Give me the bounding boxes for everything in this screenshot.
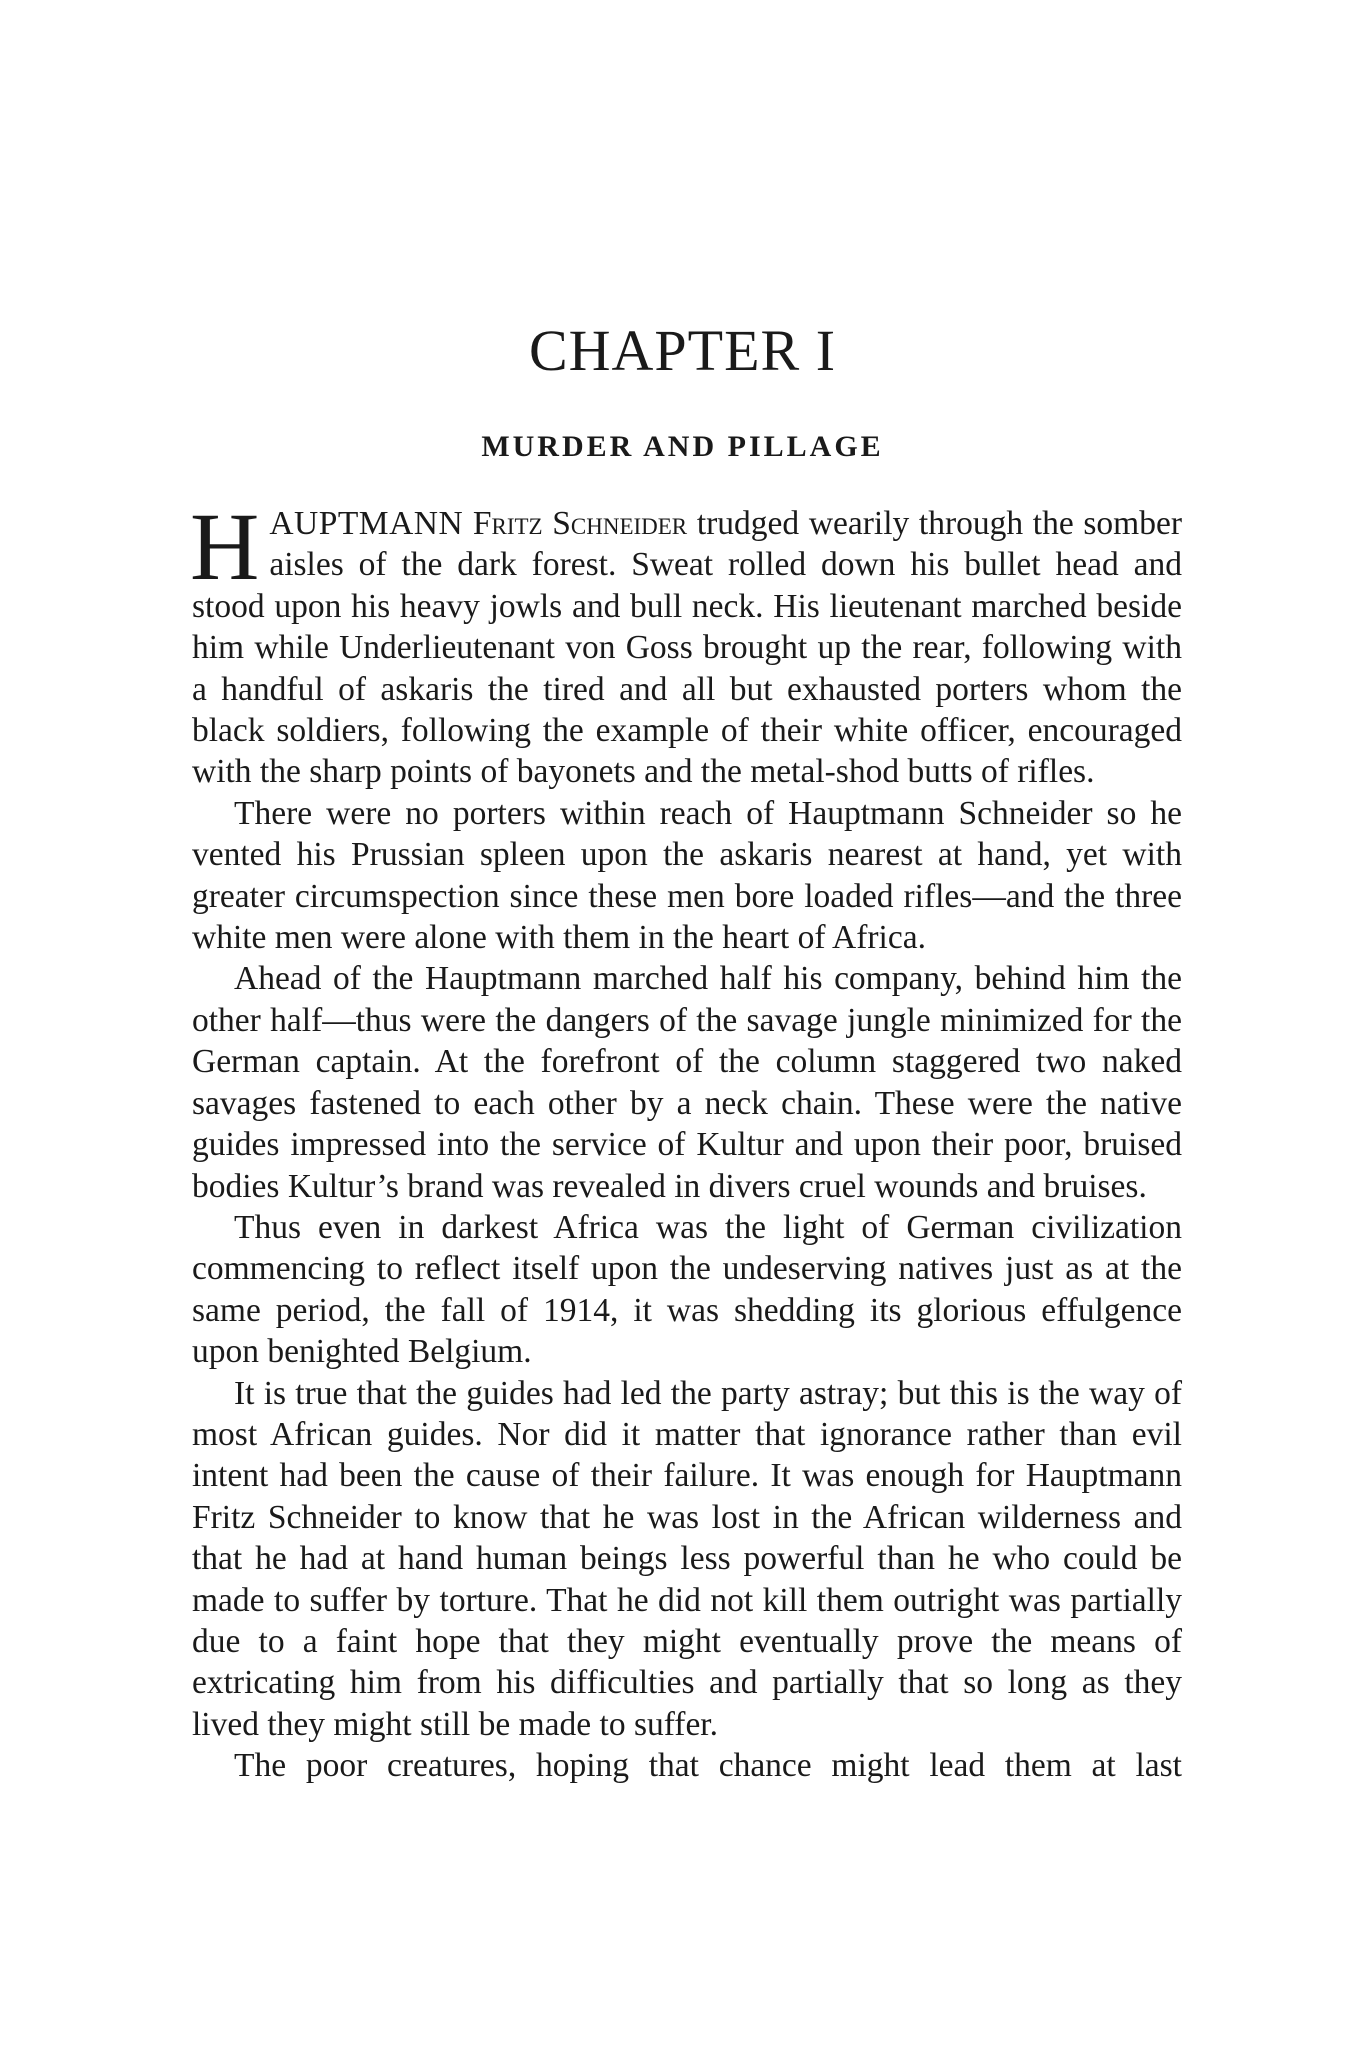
paragraph-3: Ahead of the Hauptmann marched half his company, behind him the other half—thus were the dangers of the savage jungle minimized for the German captain. At the forefront of the column staggered two naked savages fastened to each other by a neck chain. These were the native guides impressed into the service of Kultur and upon their poor, bruised bodies Kultur’s brand was revealed in divers cruel wounds and bruises. [192, 960, 1182, 1205]
paragraph-1 [190, 493, 1183, 793]
opening-smallcaps: Fritz Schneider [472, 505, 688, 542]
chapter-title: CHAPTER I [528, 318, 837, 383]
drop-cap: H [190, 493, 260, 600]
paragraph-4: Thus even in darkest Africa was the light of German civilization commencing to reflect itself upon the undeserving natives just as at the same period, the fall of 1914, it was shedding its glorious effulgence upon benighted Belgium. [192, 1208, 1182, 1371]
paragraph-2: There were no porters within reach of Hauptmann Schneider so he vented his Prussian spleen upon the askaris nearest at hand, yet with greater circumspection since these men bore loaded rifles—and the three white men were alone with them in the heart of Africa. [192, 794, 1182, 957]
paragraph-1-text: trudged wearily through the somber aisles of the dark forest. Sweat rolled down his bullet head and stood upon his heavy jowls and bull neck. His lieutenant marched beside him while Underlieutenant von Goss brought up the rear, following with a handful of askaris the tired and all but exhausted porters whom the black soldiers, following the example of their white officer, encouraged with the sharp points of bayonets and the metal-shod butts of rifles. [192, 505, 1183, 791]
chapter-subtitle: MURDER AND PILLAGE [481, 430, 884, 463]
opening-caps: AUPTMANN [269, 505, 464, 542]
paragraph-5: It is true that the guides had led the party astray; but this is the way of most African guides. Nor did it matter that ignorance rather than evil intent had been the cause of their failure. It was enough for Hauptmann Fritz Schneider to know that he was lost in the African wilderness and that he had at hand human beings less powerful than he who could be made to suffer by torture. That he did not kill them outright was partially due to a faint hope that they might eventually prove the means of extricating him from his difficulties and partially that so long as they lived they might still be made to suffer. [192, 1374, 1182, 1743]
chapter-body [190, 493, 1183, 1787]
paragraph-6: The poor creatures, hoping that chance might lead them at last [234, 1747, 1182, 1785]
